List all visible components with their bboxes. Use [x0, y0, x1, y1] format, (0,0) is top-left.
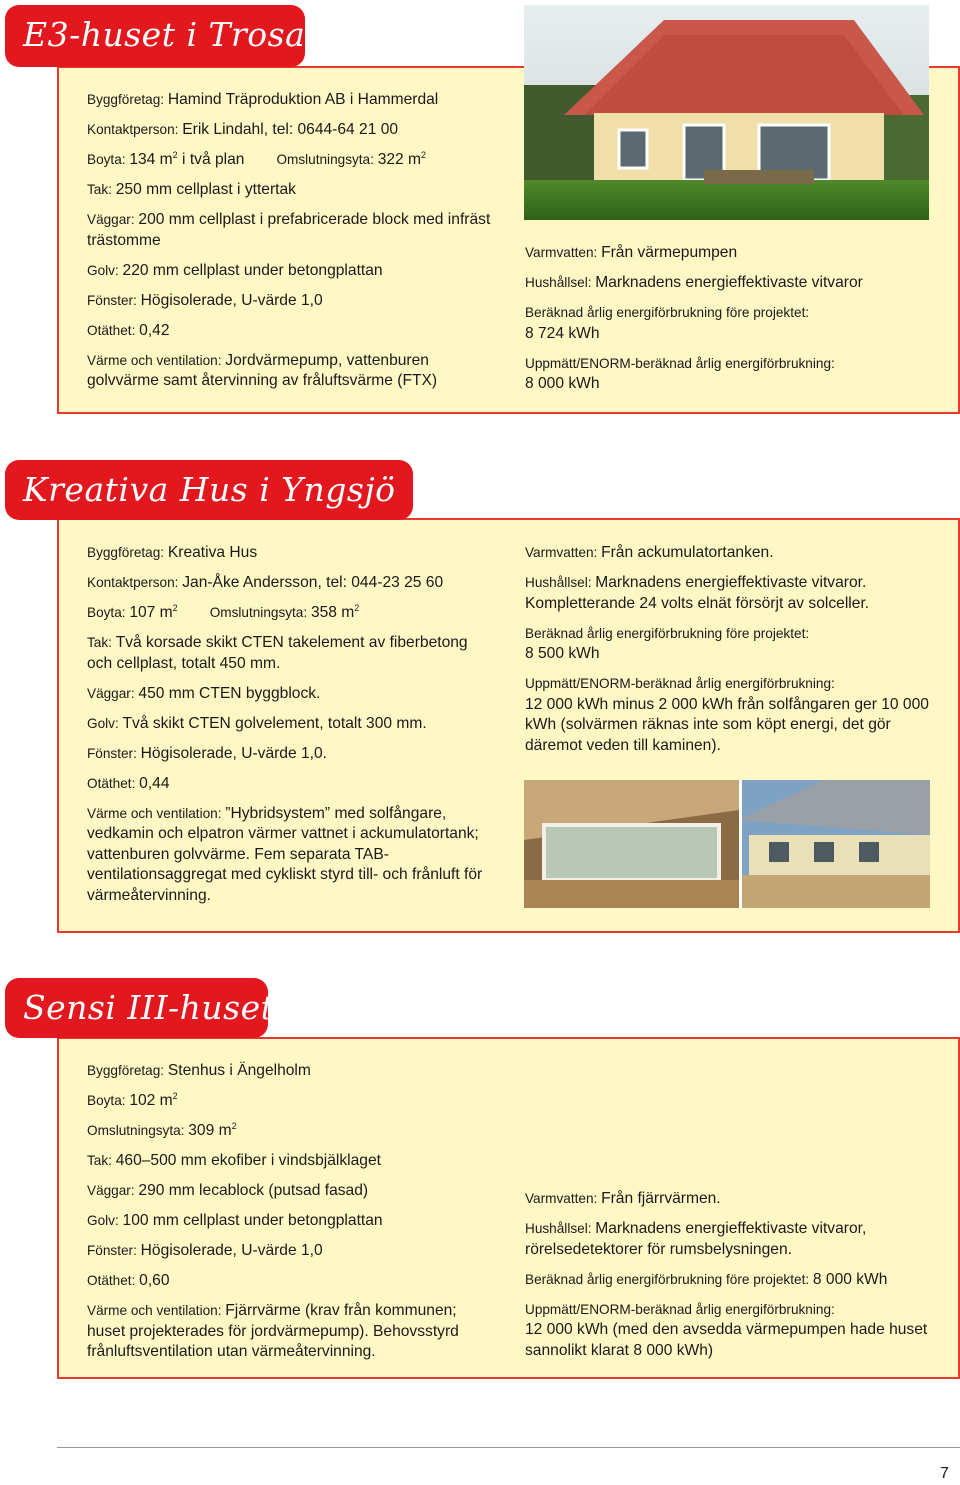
- spec-value: Från värmepumpen: [601, 244, 738, 261]
- superscript: 2: [172, 150, 178, 160]
- superscript: 2: [172, 1091, 178, 1101]
- spec-item: [87, 1181, 497, 1202]
- house-photo-image: [524, 5, 929, 220]
- spec-value: 12 000 kWh minus 2 000 kWh från solfångaren ger 10 000 kWh (solvärmen räknas inte som köpt energi, det gör däremot veden till kaminen).: [525, 695, 929, 754]
- spec-item: [87, 684, 497, 705]
- spec-label: Golv:: [87, 1213, 123, 1228]
- spec-item: [87, 774, 497, 795]
- spec-value: 0,44: [139, 774, 170, 792]
- spec-value: 309 m: [188, 1122, 232, 1139]
- spec-value: 358 m: [310, 604, 355, 621]
- spec-value: 107 m: [129, 604, 173, 621]
- spec-value: Högisolerade, U-värde 1,0.: [140, 744, 327, 762]
- spec-value: Stenhus i Ängelholm: [167, 1062, 311, 1079]
- spec-label: Omslutningsyta:: [87, 1123, 189, 1138]
- spec-value: 102 m: [129, 1092, 173, 1109]
- spec-label: Hushållsel:: [525, 1221, 596, 1236]
- spec-label: Uppmätt/ENORM-beräknad årlig energiförbrukning:: [525, 676, 835, 691]
- house-photo-image: [524, 780, 930, 908]
- spec-item: [525, 573, 935, 614]
- superscript: 2: [231, 1121, 237, 1131]
- spec-label: Otäthet:: [87, 775, 140, 791]
- spec-label: Hushållsel:: [525, 275, 596, 290]
- spec-value: Marknadens energieffektivaste vitvaror: [595, 274, 863, 291]
- spec-value: 220 mm cellplast under betongplattan: [122, 261, 383, 279]
- spec-value: 8 724 kWh: [525, 324, 600, 342]
- spec-item: [87, 1061, 497, 1082]
- spec-label: Golv:: [87, 262, 123, 278]
- spec-value: 12 000 kWh (med den avsedda värmepumpen hade huset sannolikt klarat 8 000 kWh): [525, 1321, 928, 1359]
- spec-item: [525, 1219, 940, 1260]
- spec-item: [525, 1270, 940, 1291]
- superscript: 2: [172, 603, 178, 613]
- spec-label: Kontaktperson:: [87, 122, 183, 137]
- spec-item: [525, 303, 945, 344]
- spec-value: Två korsade skikt CTEN takelement av fiberbetong och cellplast, totalt 450 mm.: [87, 634, 468, 672]
- section-title: E3-huset i Trosa: [5, 5, 305, 67]
- spec-label: Omslutningsyta:: [209, 605, 311, 620]
- spec-value: 0,60: [139, 1272, 170, 1289]
- spec-label: Väggar:: [87, 212, 139, 227]
- spec-value: Högisolerade, U-värde 1,0: [140, 1242, 323, 1259]
- specs-left: [87, 1061, 497, 1372]
- superscript: 2: [354, 603, 360, 613]
- spec-item: [87, 180, 497, 201]
- spec-value: Jan-Åke Andersson, tel: 044-23 25 60: [182, 574, 444, 591]
- spec-label: Beräknad årlig energiförbrukning före projektet:: [525, 1271, 813, 1287]
- spec-label: Boyta:: [87, 605, 130, 620]
- spec-value: Marknadens energieffektivaste vitvaror. Kompletterande 24 volts elnät försörjt av solceller.: [525, 574, 870, 612]
- spec-item: [87, 291, 497, 312]
- spec-item: [87, 1241, 497, 1262]
- spec-label: Väggar:: [87, 1183, 139, 1198]
- spec-value: Från fjärrvärmen.: [601, 1190, 721, 1207]
- spec-value: 200 mm cellplast i prefabricerade block med infräst trästomme: [87, 211, 491, 249]
- spec-label: Fönster:: [87, 1243, 141, 1258]
- spec-value: Från ackumulatortanken.: [601, 544, 774, 561]
- spec-value: Jordvärmepump, vattenburen golvvärme samt återvinning av fråluftsvärme (FTX): [87, 351, 438, 389]
- spec-value: Fjärrvärme (krav från kommunen; huset projekterades för jordvärmepump). Behovsstyrd frånluftsventilation utan värmeåtervinning.: [87, 1302, 459, 1360]
- spec-label: Beräknad årlig energiförbrukning före projektet:: [525, 305, 810, 320]
- spec-item: [87, 543, 497, 564]
- specs-right: [525, 543, 935, 766]
- spec-label: Beräknad årlig energiförbrukning före projektet:: [525, 625, 810, 641]
- spec-value: 100 mm cellplast under betongplattan: [122, 1212, 383, 1229]
- spec-label: Varmvatten:: [525, 545, 602, 560]
- spec-label: Byggföretag:: [87, 92, 168, 107]
- spec-item: [87, 603, 497, 624]
- spec-value: Två skikt CTEN golvelement, totalt 300 mm.: [122, 714, 427, 732]
- spec-value: 8 000 kWh: [525, 375, 600, 392]
- spec-item: [87, 120, 497, 141]
- specs-right: [525, 243, 945, 404]
- spec-label: Tak:: [87, 1153, 116, 1168]
- spec-item: [87, 573, 497, 594]
- spec-item: [87, 261, 497, 282]
- spec-item: [87, 744, 497, 765]
- spec-label: Otäthet:: [87, 1273, 140, 1288]
- spec-item: [525, 273, 945, 294]
- spec-item: [525, 1189, 940, 1210]
- spec-label: Byggföretag:: [87, 545, 168, 560]
- spec-item: [87, 150, 497, 171]
- spec-item: [525, 674, 935, 756]
- spec-label: Väggar:: [87, 685, 139, 701]
- spec-label: Omslutningsyta:: [276, 152, 378, 167]
- spec-label: Varmvatten:: [525, 1191, 602, 1206]
- specs-left: [87, 90, 497, 401]
- spec-label: Värme och ventilation:: [87, 352, 226, 368]
- spec-value: Hamind Träproduktion AB i Hammerdal: [167, 91, 439, 108]
- spec-value: 134 m: [129, 151, 173, 168]
- spec-label: Boyta:: [87, 1093, 130, 1108]
- spec-item: [87, 1211, 497, 1232]
- spec-item: [87, 321, 497, 342]
- section-title: Kreativa Hus i Yngsjö: [5, 460, 413, 520]
- spec-value: ”Hybridsystem” med solfångare, vedkamin och elpatron värmer vattnet i ackumulatortank; vattenburen golvvärme. Fem separata TAB-ventilationsaggregat med cykliskt styrd till- och frånluft för värmeåtervinning.: [87, 804, 483, 904]
- spec-item: [525, 354, 945, 395]
- spec-label: Kontaktperson:: [87, 575, 183, 590]
- footer-rule: [57, 1447, 960, 1448]
- spec-item: [87, 1121, 497, 1142]
- spec-value: Kreativa Hus: [167, 544, 258, 561]
- spec-label: Tak:: [87, 182, 116, 197]
- spec-item: [87, 714, 497, 735]
- house-photo-e3: [524, 5, 929, 220]
- spec-label: Tak:: [87, 635, 116, 650]
- spec-value: 250 mm cellplast i yttertak: [115, 181, 296, 198]
- spec-label: Fönster:: [87, 292, 141, 308]
- spec-item: [87, 1301, 497, 1363]
- spec-item: [87, 1091, 497, 1112]
- specs-left: [87, 543, 497, 916]
- spec-label: Otäthet:: [87, 322, 140, 338]
- spec-item: [87, 1271, 497, 1292]
- spec-value: 290 mm lecablock (putsad fasad): [138, 1182, 369, 1199]
- spec-value: 322 m: [377, 151, 422, 168]
- spec-item: [87, 804, 497, 907]
- spec-item: [525, 243, 945, 264]
- spec-label: Uppmätt/ENORM-beräknad årlig energiförbrukning:: [525, 1301, 835, 1317]
- spec-item: [525, 543, 935, 564]
- spec-value: Erik Lindahl, tel: 0644-64 21 00: [182, 121, 399, 138]
- spec-item: [87, 633, 497, 674]
- spec-item: [87, 351, 497, 392]
- section-title: Sensi III-huset: [5, 978, 268, 1038]
- spec-value: Marknadens energieffektivaste vitvaror, rörelsedetektorer för rumsbelysningen.: [525, 1220, 867, 1258]
- spec-value: 0,42: [139, 321, 170, 339]
- spec-value-suffix: i två plan: [177, 151, 245, 168]
- specs-right: [525, 1189, 940, 1371]
- house-photo-kreativa: [524, 780, 930, 908]
- spec-label: Byggföretag:: [87, 1063, 168, 1078]
- spec-item: [525, 1300, 940, 1362]
- spec-label: Varmvatten:: [525, 245, 602, 260]
- spec-label: Boyta:: [87, 152, 130, 167]
- spec-value: Högisolerade, U-värde 1,0: [140, 291, 323, 309]
- spec-value: 8 500 kWh: [525, 645, 600, 662]
- spec-value: 8 000 kWh: [812, 1270, 888, 1288]
- spec-label: Värme och ventilation:: [87, 805, 226, 821]
- spec-item: [87, 1151, 497, 1172]
- superscript: 2: [421, 150, 427, 160]
- spec-item: [87, 90, 497, 111]
- spec-value: 460–500 mm ekofiber i vindsbjälklaget: [115, 1152, 381, 1169]
- spec-item: [87, 210, 497, 251]
- spec-item: [525, 624, 935, 665]
- spec-value: 450 mm CTEN byggblock.: [138, 684, 321, 702]
- spec-label: Fönster:: [87, 745, 141, 761]
- spec-label: Uppmätt/ENORM-beräknad årlig energiförbrukning:: [525, 355, 835, 371]
- spec-label: Hushållsel:: [525, 575, 596, 590]
- page-number: 7: [940, 1465, 949, 1482]
- spec-label: Värme och ventilation:: [87, 1303, 226, 1318]
- spec-label: Golv:: [87, 715, 123, 731]
